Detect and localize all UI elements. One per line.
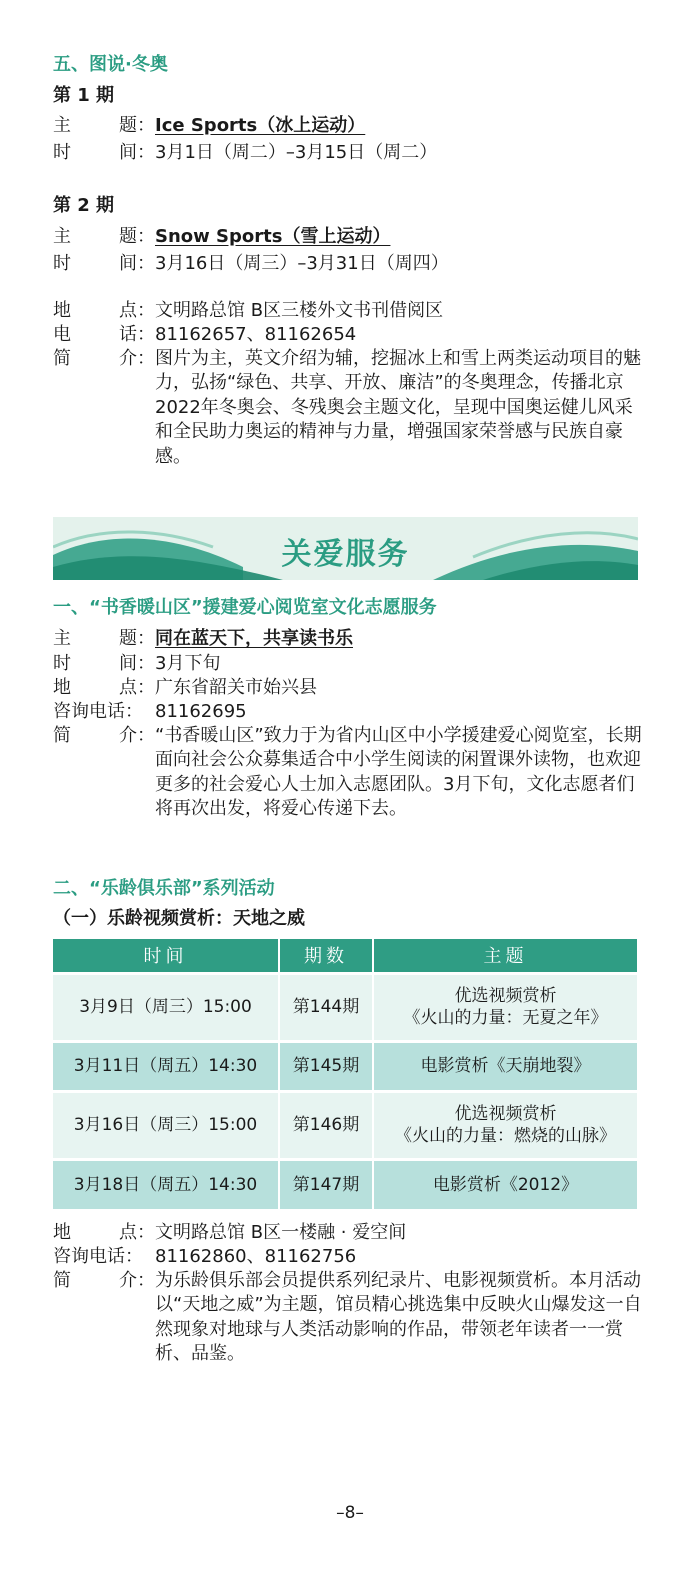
- issue-2-label: 第 2 期: [53, 195, 115, 216]
- winter-location-row: [53, 299, 642, 323]
- issue-2-topic-row: [53, 225, 642, 249]
- time-label: 时 间：: [53, 653, 155, 674]
- topic-label: 主 题：: [53, 115, 155, 136]
- winter-phone-row: [53, 323, 642, 347]
- row-topic-line1: 电影赏析《2012》: [432, 1174, 579, 1195]
- intro-label: 简 介：: [53, 348, 155, 369]
- issue-1-topic-row: [53, 114, 642, 138]
- winter-location: 文明路总馆 B区三楼外文书刊借阅区: [155, 300, 444, 321]
- issue-1-time-row: [53, 141, 642, 165]
- issue-2-topic: Snow Sports（雪上运动）: [155, 226, 391, 247]
- intro-label: 简 介：: [53, 725, 155, 746]
- club-phone: 81162860、81162756: [155, 1246, 357, 1267]
- winter-intro-row: [53, 347, 642, 469]
- volunteer-topic-row: [53, 627, 642, 651]
- banner-title: 关爱服务: [281, 537, 410, 572]
- club-phone-row: [53, 1245, 642, 1269]
- column-header-time: 时间: [53, 939, 279, 973]
- row-time: 3月11日（周五）14:30: [53, 1041, 279, 1091]
- topic-label: 主 题：: [53, 628, 155, 649]
- volunteer-phone: 81162695: [155, 701, 247, 722]
- section-heading-winter: 五、图说·冬奥: [53, 54, 168, 75]
- column-header-topic: 主题: [373, 939, 637, 973]
- table-header-row: [53, 939, 637, 973]
- section-heading-volunteer: 一、“书香暖山区”援建爱心阅览室文化志愿服务: [53, 597, 437, 618]
- row-time: 3月16日（周三）15:00: [53, 1091, 279, 1159]
- phone-label: 电 话：: [53, 324, 155, 345]
- issue-1-time: 3月1日（周二）–3月15日（周二）: [155, 142, 438, 163]
- phone-label: 咨询电话：: [53, 701, 143, 722]
- phone-label: 咨询电话：: [53, 1246, 143, 1267]
- row-topic: [373, 1041, 637, 1091]
- club-location: 文明路总馆 B区一楼融 · 爱空间: [155, 1222, 407, 1243]
- row-time: 3月18日（周五）14:30: [53, 1159, 279, 1209]
- winter-phone: 81162657、81162654: [155, 324, 357, 345]
- club-location-row: [53, 1221, 642, 1245]
- row-topic: [373, 973, 637, 1041]
- table-row: [53, 1091, 637, 1159]
- club-intro: 为乐龄俱乐部会员提供系列纪录片、电影视频赏析。本月活动以“天地之威”为主题，馆员精心挑选集中反映火山爆发这一自然现象对地球与人类活动影响的作品，带领老年读者一一赏析、品鉴。: [155, 1270, 642, 1365]
- row-issue: 第147期: [279, 1159, 373, 1209]
- club-subheading: （一）乐龄视频赏析：天地之威: [53, 908, 305, 929]
- schedule-table: [53, 939, 637, 1209]
- volunteer-time-row: [53, 652, 642, 676]
- issue-1-topic: Ice Sports（冰上运动）: [155, 115, 366, 136]
- row-time: 3月9日（周三）15:00: [53, 973, 279, 1041]
- table-row: [53, 973, 637, 1041]
- intro-label: 简 介：: [53, 1270, 155, 1291]
- row-topic-line1: 优选视频赏析: [454, 1104, 557, 1124]
- club-intro-row: [53, 1269, 642, 1367]
- section-heading-club: 二、“乐龄俱乐部”系列活动: [53, 878, 275, 899]
- page-number: –8–: [336, 1503, 364, 1523]
- row-topic: [373, 1159, 637, 1209]
- row-topic-line2: 《火山的力量：燃烧的山脉》: [395, 1126, 616, 1146]
- row-topic-line1: 电影赏析《天崩地裂》: [420, 1056, 591, 1076]
- row-topic-line1: 优选视频赏析: [454, 986, 557, 1006]
- location-label: 地 点：: [53, 677, 155, 698]
- row-issue: 第144期: [279, 973, 373, 1041]
- row-topic-line2: 《火山的力量：无夏之年》: [403, 1008, 608, 1028]
- row-topic: [373, 1091, 637, 1159]
- volunteer-phone-row: [53, 700, 642, 724]
- volunteer-location-row: [53, 676, 642, 700]
- winter-intro: 图片为主，英文介绍为辅，挖掘冰上和雪上两类运动项目的魅力，弘扬“绿色、共享、开放、廉洁”的冬奥理念，传播北京2022年冬奥会、冬残奥会主题文化，呈现中国奥运健儿风采和全民助力奥运的精神与力量，增强国家荣誉感与民族自豪感。: [155, 348, 641, 467]
- time-label: 时 间：: [53, 142, 155, 163]
- table-row: [53, 1041, 637, 1091]
- issue-2-time: 3月16日（周三）–3月31日（周四）: [155, 253, 449, 274]
- issue-1-label: 第 1 期: [53, 85, 115, 106]
- issue-2-time-row: [53, 252, 642, 276]
- column-header-issue: 期数: [279, 939, 373, 973]
- volunteer-time: 3月下旬: [155, 653, 221, 674]
- volunteer-intro-row: [53, 724, 642, 822]
- location-label: 地 点：: [53, 300, 155, 321]
- volunteer-intro: “书香暖山区”致力于为省内山区中小学援建爱心阅览室，长期面向社会公众募集适合中小学生阅读的闲置课外读物，也欢迎更多的社会爱心人士加入志愿团队。3月下旬，文化志愿者们将再次出发，将爱心传递下去。: [155, 725, 642, 820]
- time-label: 时 间：: [53, 253, 155, 274]
- row-issue: 第146期: [279, 1091, 373, 1159]
- care-service-banner: [53, 517, 638, 580]
- volunteer-topic: 同在蓝天下，共享读书乐: [155, 628, 353, 649]
- topic-label: 主 题：: [53, 226, 155, 247]
- location-label: 地 点：: [53, 1222, 155, 1243]
- row-issue: 第145期: [279, 1041, 373, 1091]
- volunteer-location: 广东省韶关市始兴县: [155, 677, 317, 698]
- table-row: [53, 1159, 637, 1209]
